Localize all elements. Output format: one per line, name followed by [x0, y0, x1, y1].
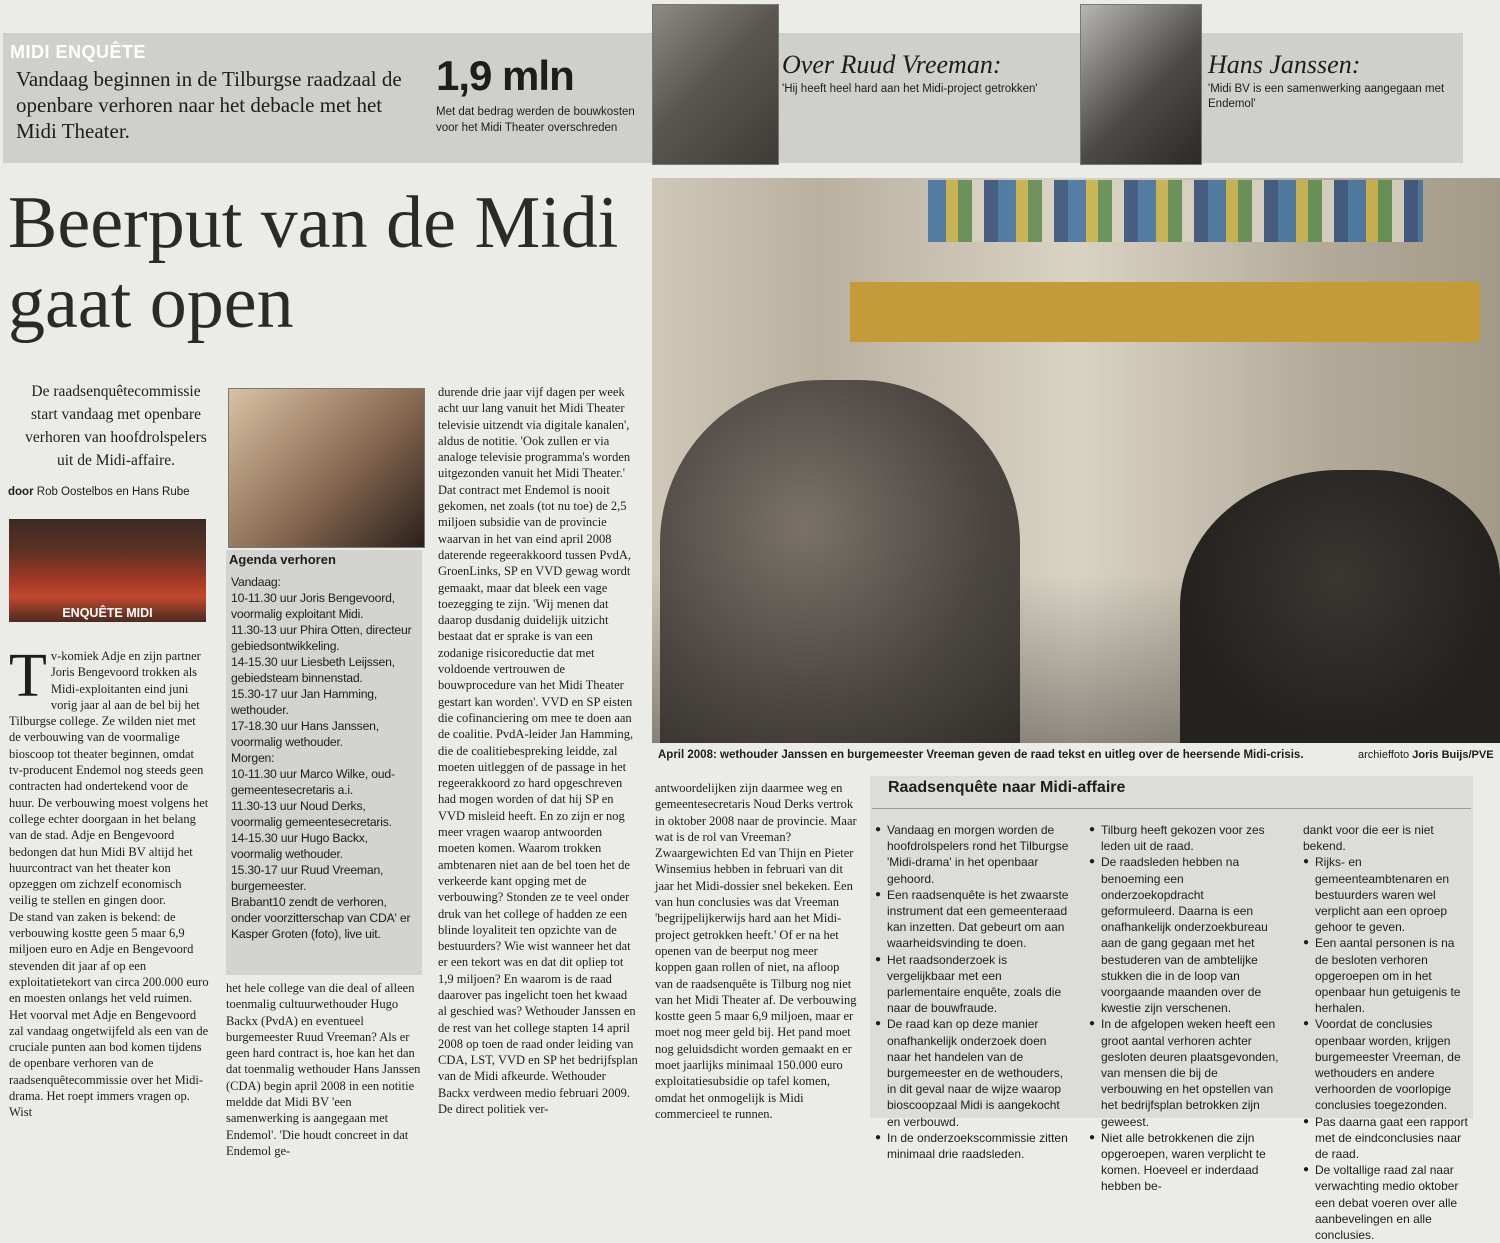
info-bullet: ● Rijks- en gemeenteambtenaren en bestuurders waren wel verplicht aan een oproep gehoor te geven. — [1303, 854, 1468, 935]
quote1-name: Over Ruud Vreeman: — [782, 50, 1002, 79]
section-kicker: MIDI ENQUÊTE — [10, 42, 147, 62]
byline-prefix: door — [8, 486, 34, 498]
headline: Beerput van de Midi gaat open — [8, 182, 619, 344]
dropcap: T — [9, 642, 47, 710]
photo-foreground-figure — [660, 380, 1020, 743]
agenda-item: 14-15.30 uur Liesbeth Leijssen, gebiedsteam binnenstad. — [231, 655, 395, 685]
article-paragraph: durende drie jaar vijf dagen per week acht uur lang vanuit het Midi Theater televisie uitzendt via digitale kanalen', aldus de notitie. 'Ook zullen er via analoge televisie programma's worden uitgezonden vanuit het Midi Theater.' Dat contract met Endemol is nooit gekomen, net zoals (tot nu toe) de 2,5 miljoen subsidie van de provincie waarvan in het van eind april 2008 daterende regeerakkoord tussen PvdA, GroenLinks, SP en VVD gewag wordt gemaakt, maar dat bleek een vage toezegging te zijn. 'Wij menen dat daarop dusdanig duidelijk uitzicht bestaat dat er sprake is van een zodanige risicoreductie dat met voldoende vertrouwen de bouwprocedure van het Midi Theater gestart kan worden'. VVD en SP eisten die cofinanciering om mee te doen aan de coalitie. PvdA-leider Jan Hamming, die de coalitiebespreking leidde, zal moeten uitleggen of de passage in het regeerakkoord zo hard opgeschreven had mogen worden of dat hij SP en VVD misleid heeft. En zo zijn er nog meer vragen waarop antwoorden moeten komen. Waarom trokken ambtenaren niet aan de bel toen het de verkeerde kant opging met de verbouwing? Stonden ze te veel onder druk van het college of hadden ze een blinde loyaliteit ten opzichte van de bestuurders? Wie wist wanneer het dat er een tekort was en dat dit opliep tot 1,9 miljoen? En waarom is de raad daarover pas ingelicht toen het kwaad al geschied was? Wethouder Janssen en de rest van het college stapten 14 april 2008 op toen de raad onder leiding van CDA, LST, VVD en SP het bedrijfsplan van de Midi afkeurde. Wethouder Backx verdween medio februari 2009. De direct politiek ver- — [438, 385, 638, 1117]
quote2-name: Hans Janssen: — [1208, 50, 1361, 79]
article-column-4 — [655, 780, 857, 1122]
lead-text: De raadsenquêtecommissie start vandaag met openbare verhoren van hoofdrolspelers uit de Midi-affaire. — [25, 383, 207, 469]
info-bullet: ● Een raadsenquête is het zwaarste instrument dat een gemeenteraad kan inzetten. Dat gebeurt om aan waarheidsvinding te doen. — [875, 887, 1071, 952]
photo-credit-prefix: archieffoto — [1358, 749, 1410, 761]
info-bullet: ● Pas daarna gaat een rapport met de eindconclusies naar de raad. — [1303, 1114, 1468, 1163]
agenda-item: 10-11.30 uur Marco Wilke, oud-gemeentesecretaris a.i. — [231, 767, 395, 797]
info-bullet: ● In de onderzoekscommissie zitten minimaal drie raadsleden. — [875, 1130, 1071, 1162]
agenda-item: 15.30-17 uur Jan Hamming, wethouder. — [231, 687, 378, 717]
agenda-item: 10-11.30 uur Joris Bengevoord, voormalig exploitant Midi. — [231, 591, 395, 621]
intro-text: Vandaag beginnen in de Tilburgse raadzaal de openbare verhoren naar het debacle met het Midi Theater. — [16, 67, 402, 143]
portrait-vreeman — [652, 4, 779, 165]
agenda-item: 11.30-13 uur Phira Otten, directeur gebiedsontwikkeling. — [231, 623, 412, 653]
agenda-item: 17-18.30 uur Hans Janssen, voormalig wethouder. — [231, 719, 379, 749]
article-paragraph: antwoordelijken zijn daarmee weg en gemeentesecretaris Noud Derks vertrok in oktober 2008 naar de provincie. Maar wat is de rol van Vreeman? Zwaargewichten Ed van Thijn en Pieter Winsemius hebben in februari van dit jaar het Midi-dossier snel bekeken. Een van hun conclusies was dat Vreeman 'begrijpelijkerwijs hard aan het Midi-project getrokken heeft.' Of er na het openen van de beerput nog meer koppen gaan rollen of niet, na afloop van de raadsenquête is Tilburg nog niet van het Midi Theater af. De verbouwing kostte geen 5 maar 6,9 miljoen, maar er moet nog meer geld bij. Het pand moet nog geluidsdicht worden gemaakt en er moet jaarlijks minimaal 150.000 euro exploitatiesubsidie op tafel komen, omdat het onmogelijk is Midi commercieel te runnen. — [655, 781, 857, 1121]
info-bullet: ● De voltallige raad zal naar verwachting medio oktober een debat voeren over alle aanbevelingen en alle conclusies. — [1303, 1162, 1468, 1243]
portrait-kasper-groten — [228, 388, 425, 548]
article-column-3 — [438, 384, 638, 1117]
info-column-3 — [1303, 822, 1468, 1243]
agenda-item: 15.30-17 uur Ruud Vreeman, burgemeester. — [231, 863, 384, 893]
photo-council-bench — [850, 282, 1480, 342]
article-paragraph: Het voorval met Adje en Bengevoord zal vandaag ongetwijfeld als een van de cruciale punten aan bod komen tijdens de openbare verhoren van de raadsenquêtecommissie over het Midi-drama. Het roept immers vragen op. Wist — [9, 1007, 209, 1120]
agenda-title: Agenda verhoren — [229, 552, 336, 567]
article-paragraph: het hele college van die deal of alleen toenmalig cultuurwethouder Hugo Backx (PvdA) en eventueel burgemeester Ruud Vreeman? Als er geen hard contract is, hoe kan het dan dat toenmalig wethouder Hans Janssen (CDA) begin april 2008 in een notitie meldde dat Midi BV 'een samenwerking is aangegaan met Endemol'. 'Die houdt concreet in dat Endemol ge- — [226, 981, 421, 1158]
photo-foreground-figure — [1180, 470, 1500, 743]
highlight-number: 1,9 mln — [436, 52, 574, 99]
byline — [8, 486, 190, 498]
article-paragraph: De stand van zaken is bekend: de verbouwing kostte geen 5 maar 6,9 miljoen euro en Adje en Bengevoord stevenden dit jaar af op een exploitatietekort van circa 200.000 euro en moesten onlangs het veld ruimen. — [9, 909, 209, 1006]
agenda-item: 14-15.30 uur Hugo Backx, voormalig wethouder. — [231, 831, 368, 861]
highlight-number-caption: Met dat bedrag werden de bouwkosten voor het Midi Theater overschreden — [436, 106, 635, 134]
photo-mural — [928, 180, 1423, 242]
article-column-1 — [9, 642, 209, 1121]
photo-credit-name: Joris Buijs/PVE — [1412, 749, 1494, 761]
info-box-divider — [872, 808, 1471, 809]
info-bullet: ● Het raadsonderzoek is vergelijkbaar met een parlementaire enquête, zoals die naar de bouwfraude. — [875, 952, 1071, 1017]
photo-caption: April 2008: wethouder Janssen en burgemeester Vreeman geven de raad tekst en uitleg over de heersende Midi-crisis. — [658, 749, 1304, 761]
info-bullet: ● De raad kan op deze manier onafhankelijk onderzoek doen naar het handelen van de burgemeester en de wethouders, in dit geval naar de wijze waarop bioscoopzaal Midi is aangekocht en verbouwd. — [875, 1016, 1071, 1129]
info-bullet: ● Niet alle betrokkenen die zijn opgeroepen, waren verplicht te komen. Hoeveel er inderdaad hebben be- — [1089, 1130, 1281, 1195]
portrait-janssen — [1080, 4, 1202, 165]
agenda-item: Morgen: — [231, 751, 275, 765]
photo-credit — [1358, 749, 1494, 761]
byline-names: Rob Oostelbos en Hans Rube — [36, 486, 190, 498]
info-bullet: ● Voordat de conclusies openbaar worden, krijgen burgemeester Vreeman, de wethouders en andere verhoorden de voorlopige conclusies toegezonden. — [1303, 1016, 1468, 1113]
info-bullet: ● Tilburg heeft gekozen voor zes leden uit de raad. — [1089, 822, 1281, 854]
agenda-item: Vandaag: — [231, 575, 281, 589]
agenda-item: Brabant10 zendt de verhoren, onder voorzitterschap van CDA' er Kasper Groten (foto), live uit. — [231, 895, 411, 941]
info-bullet: ● In de afgelopen weken heeft een groot aantal verhoren achter gesloten deuren plaatsgevonden, van mensen die bij de verbouwing en het opstellen van het bedrijfsplan betrokken zijn geweest. — [1089, 1016, 1281, 1129]
info-bullet: ● De raadsleden hebben na benoeming een onderzoekopdracht geformuleerd. Daarna is een onafhankelijk onderzoekbureau aan de gang gegaan met het bestuderen van de ambtelijke stukken die in de loop van voorgaande maanden over de kwestie zijn verschenen. — [1089, 854, 1281, 1016]
article-column-2 — [226, 980, 422, 1159]
info-column-1 — [875, 822, 1071, 1162]
quote2-text: 'Midi BV is een samenwerking aangegaan met Endemol' — [1208, 83, 1445, 110]
info-bullet: ● Vandaag en morgen worden de hoofdrolspelers rond het Tilburgse 'Midi-drama' in het openbaar gehoord. — [875, 822, 1071, 887]
agenda-list — [231, 574, 416, 942]
agenda-item: 11.30-13 uur Noud Derks, voormalig gemeentesecretaris. — [231, 799, 392, 829]
info-paragraph: dankt voor die eer is niet bekend. — [1303, 823, 1434, 854]
quote1-text: 'Hij heeft heel hard aan het Midi-project getrokken' — [782, 83, 1038, 95]
article-paragraph: v-komiek Adje en zijn partner Joris Bengevoord trokken als Midi-exploitanten eind juni vorig jaar al aan de bel bij het Tilburgse college. Ze wilden niet met de verbouwing van de voormalige bioscoop tot theater beginnen, omdat tv-producent Endemol nog steeds geen contracten had ondertekend voor de huur. De verbouwing moest volgens het college echter doorgaan in het belang van de stad. Adje en Bengevoord bedongen dat hun Midi BV altijd het huurcontract van het theater kon opzeggen om zichzelf economisch veilig te stellen en gingen door. — [9, 649, 209, 908]
info-box-title: Raadsenquête naar Midi-affaire — [888, 779, 1126, 796]
enquete-label: ENQUÊTE MIDI — [62, 606, 153, 620]
info-bullet: ● Een aantal personen is na de besloten verhoren opgeroepen om in het openbaar hun getuigenis te herhalen. — [1303, 935, 1468, 1016]
info-column-2 — [1089, 822, 1281, 1195]
